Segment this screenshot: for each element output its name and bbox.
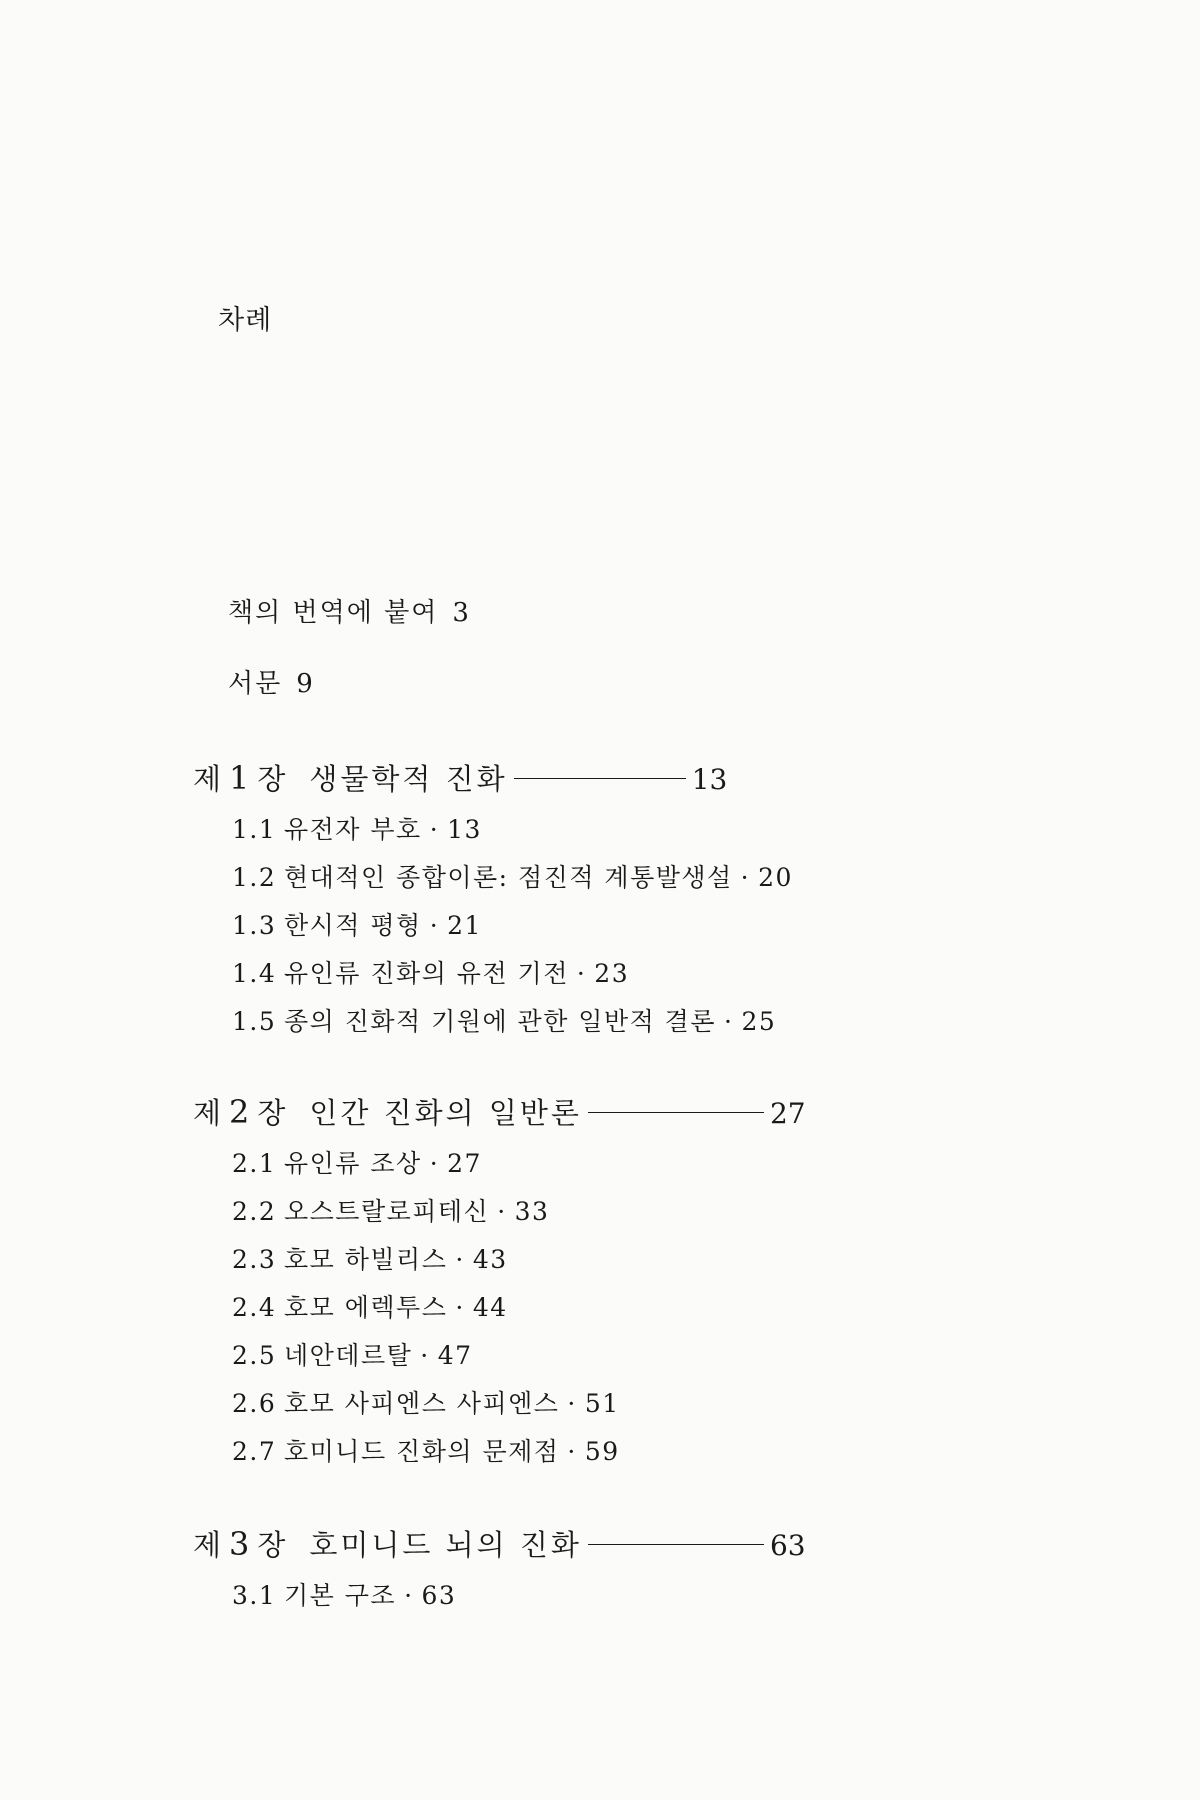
section-page: 47	[437, 1341, 473, 1370]
section-separator: ·	[420, 1341, 430, 1370]
section-title: 호미니드 진화의 문제점	[284, 1437, 560, 1466]
section-entry	[232, 1384, 620, 1420]
section-entry	[232, 1432, 620, 1468]
chapter-page: 27	[769, 1097, 806, 1130]
section-number: 1.1	[232, 815, 277, 844]
section-entry	[232, 954, 629, 990]
chapter-title: 생물학적 진화	[309, 762, 508, 796]
section-number: 2.7	[232, 1437, 277, 1466]
section-separator: ·	[567, 1437, 577, 1466]
section-title: 종의 진화적 기원에 관한 일반적 결론	[284, 1007, 716, 1036]
section-number: 2.4	[232, 1293, 277, 1322]
section-page: 27	[447, 1149, 482, 1178]
section-page: 21	[447, 911, 482, 940]
section-separator: ·	[567, 1389, 577, 1418]
chapter-heading	[193, 757, 727, 798]
section-number: 1.2	[232, 863, 277, 892]
front-matter-page: 9	[296, 669, 315, 699]
chapter-heading	[193, 1523, 806, 1564]
section-page: 51	[584, 1389, 620, 1418]
section-page: 20	[758, 863, 793, 892]
section-title: 한시적 평형	[284, 911, 422, 940]
section-number: 2.6	[232, 1389, 277, 1418]
chapter-label: 제 3 장	[193, 1525, 288, 1563]
section-separator: ·	[429, 815, 440, 844]
section-separator: ·	[404, 1581, 414, 1610]
section-separator: ·	[429, 1149, 440, 1178]
section-separator: ·	[455, 1245, 465, 1274]
section-separator: ·	[740, 863, 751, 892]
section-number: 2.5	[232, 1341, 277, 1370]
section-page: 59	[584, 1437, 620, 1466]
section-page: 13	[447, 815, 482, 844]
section-title: 네안데르탈	[284, 1341, 413, 1370]
toc-title: 차례	[218, 305, 273, 336]
section-title: 오스트랄로피테신	[284, 1197, 490, 1226]
section-number: 2.2	[232, 1197, 277, 1226]
section-title: 유전자 부호	[284, 815, 422, 844]
section-entry	[232, 1576, 456, 1612]
section-entry	[232, 858, 793, 894]
front-matter-item	[228, 663, 315, 700]
section-page: 43	[472, 1245, 508, 1274]
section-number: 3.1	[232, 1581, 277, 1610]
section-number: 1.4	[232, 959, 277, 988]
section-entry	[232, 810, 482, 846]
section-number: 1.5	[232, 1007, 277, 1036]
chapter-heading	[193, 1091, 806, 1132]
chapter-title: 호미니드 뇌의 진화	[309, 1528, 582, 1562]
section-page: 63	[421, 1581, 457, 1610]
section-number: 2.3	[232, 1245, 277, 1274]
leader-line	[588, 1544, 764, 1545]
section-number: 1.3	[232, 911, 277, 940]
section-separator: ·	[724, 1007, 734, 1036]
section-title: 기본 구조	[284, 1581, 397, 1610]
chapter-page: 13	[691, 763, 728, 796]
section-title: 호모 사피엔스 사피엔스	[284, 1389, 560, 1418]
section-page: 25	[741, 1007, 777, 1036]
chapter-label: 제 1 장	[193, 759, 288, 797]
section-number: 2.1	[232, 1149, 277, 1178]
section-title: 호모 하빌리스	[284, 1245, 448, 1274]
section-separator: ·	[455, 1293, 465, 1322]
section-entry	[232, 1240, 508, 1276]
section-separator: ·	[497, 1197, 507, 1226]
front-matter-title: 책의 번역에 붙여	[228, 598, 439, 628]
section-title: 유인류 조상	[284, 1149, 422, 1178]
section-entry	[232, 1144, 482, 1180]
section-page: 44	[472, 1293, 508, 1322]
section-page: 23	[594, 959, 630, 988]
section-separator: ·	[429, 911, 440, 940]
section-title: 현대적인 종합이론: 점진적 계통발생설	[284, 863, 733, 892]
leader-line	[588, 1112, 764, 1113]
chapter-page: 63	[769, 1529, 806, 1562]
section-title: 유인류 진화의 유전 기전	[284, 959, 569, 988]
section-separator: ·	[576, 959, 587, 988]
section-entry	[232, 906, 482, 942]
section-entry	[232, 1288, 508, 1324]
section-entry	[232, 1192, 549, 1228]
chapter-label: 제 2 장	[193, 1093, 288, 1131]
front-matter-title: 서문	[228, 669, 283, 699]
leader-line	[514, 778, 686, 779]
section-entry	[232, 1336, 473, 1372]
chapter-title: 인간 진화의 일반론	[309, 1096, 582, 1130]
section-title: 호모 에렉투스	[284, 1293, 448, 1322]
section-entry	[232, 1002, 776, 1038]
section-page: 33	[514, 1197, 550, 1226]
front-matter-item	[228, 592, 471, 629]
front-matter-page: 3	[452, 598, 471, 628]
